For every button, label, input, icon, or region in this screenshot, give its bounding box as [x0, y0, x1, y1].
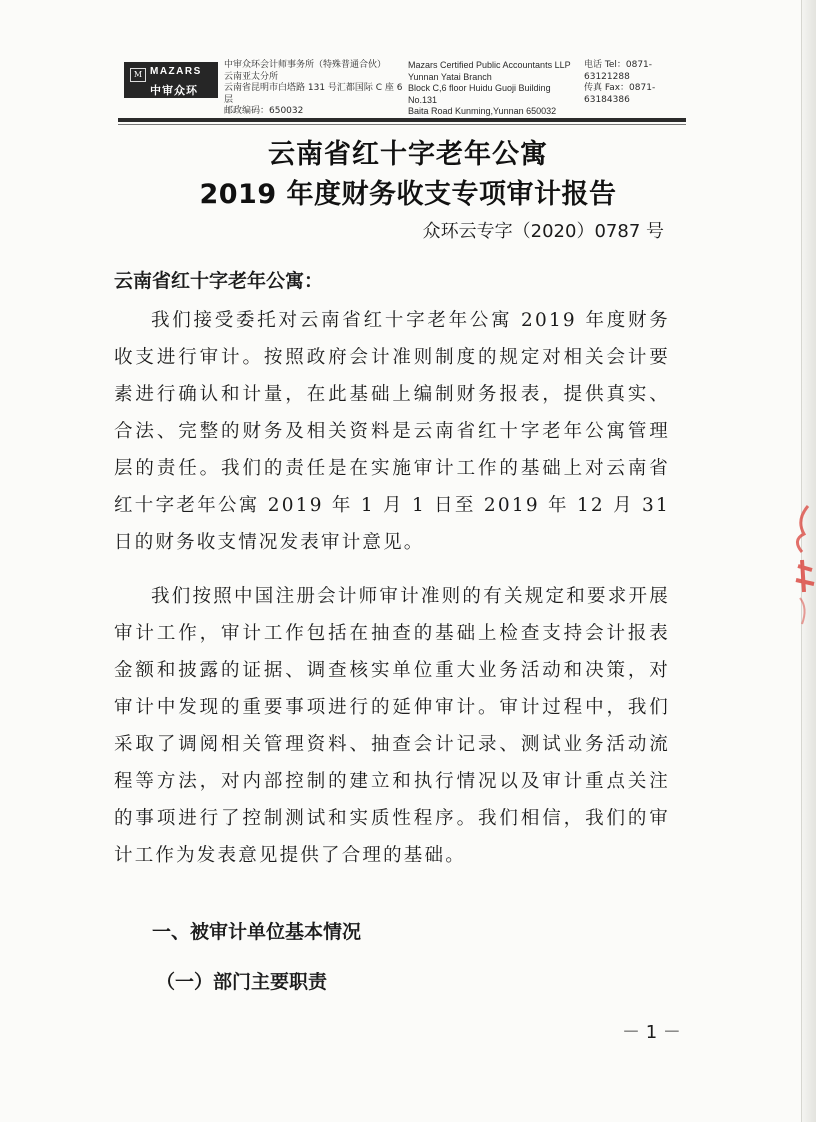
letterhead-cn-line: 邮政编码：650032 [224, 106, 304, 116]
red-seal-stamp-icon [778, 500, 816, 630]
letterhead-cn-line: 中审众环会计师事务所（特殊普通合伙） [224, 60, 387, 70]
letterhead-contact [584, 60, 694, 106]
letterhead-en-line: Yunnan Yatai Branch [408, 71, 492, 82]
logo-text-en: MAZARS [150, 66, 202, 77]
letterhead-english [408, 60, 578, 118]
letterhead-rule-thin [118, 124, 686, 125]
letterhead-en-line: Mazars Certified Public Accountants LLP [408, 60, 571, 70]
logo-mark-icon: M [130, 68, 146, 82]
body-paragraph-responsibility: 我们接受委托对云南省红十字老年公寓 2019 年度财务收支进行审计。按照政府会计准则制度的规定对相关会计要素进行确认和计量，在此基础上编制财务报表，提供真实、合法、完整的财务及相关资料是云南省红十字老年公寓管理层的责任。我们的责任是在实施审计工作的基础上对云南省红十字老年公寓 2019 年 1 月 1 日至 2019 年 12 月 31 日的财务收支情况发表审计意见。 [114, 310, 670, 553]
section-heading: 一、被审计单位基本情况 [152, 921, 362, 943]
body-paragraph-audit-basis: 我们按照中国注册会计师审计准则的有关规定和要求开展审计工作，审计工作包括在抽查的基础上检查支持会计报表金额和披露的证据、调查核实单位重大业务活动和决策，对审计中发现的重要事项进行的延伸审计。审计过程中，我们采取了调阅相关管理资料、抽查会计记录、测试业务活动流程等方法，对内部控制的建立和执行情况以及审计重点关注的事项进行了控制测试和实质性程序。我们相信，我们的审计工作为发表意见提供了合理的基础。 [114, 586, 670, 866]
report-title-line1: 云南省红十字老年公寓 [268, 139, 548, 170]
page-number: － 1 － [622, 1022, 681, 1043]
mazars-logo [124, 62, 218, 98]
logo-text-cn: 中审众环 [150, 84, 198, 97]
letterhead-en-line: Baita Road Kunming,Yunnan 650032 [408, 106, 557, 116]
report-title-line2: 2019 年度财务收支专项审计报告 [199, 179, 617, 210]
subsection-heading: （一）部门主要职责 [156, 971, 328, 993]
letterhead-en-line: Block C,6 floor Huidu Guoji Building No.131 [408, 83, 551, 105]
letterhead-fax: 传真 Fax：0871-63184386 [584, 83, 656, 105]
letterhead-cn-line: 云南省昆明市白塔路 131 号汇都国际 C 座 6 层 [224, 83, 403, 105]
letterhead-tel: 电话 Tel：0871-63121288 [584, 60, 653, 82]
letterhead-chinese [224, 60, 404, 118]
letterhead-cn-line: 云南亚太分所 [224, 71, 279, 82]
document-number: 众环云专字（2020）0787 号 [422, 221, 664, 242]
addressee: 云南省红十字老年公寓： [114, 270, 324, 292]
letterhead-rule-thick [118, 118, 686, 122]
